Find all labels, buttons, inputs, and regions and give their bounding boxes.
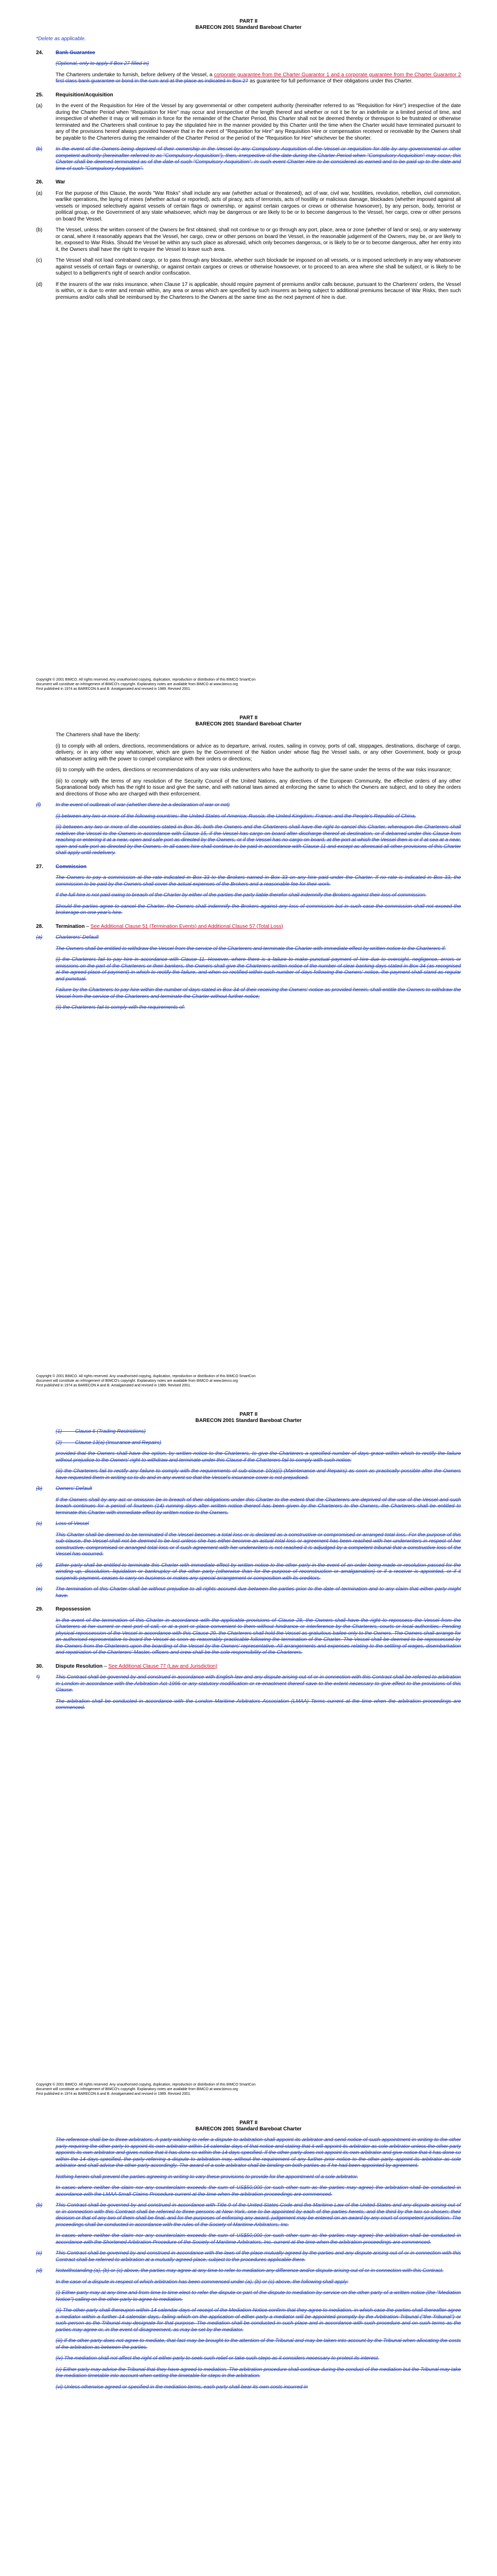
clause-26-f-i: (i) between any two or more of the following countries: the United States of America; Russia; the United Kingdom; France; and the People's Republic of China, — [56, 813, 416, 819]
clause-30-b: (b) This Contract shall be governed by and construed in accordance with Title 9 of the United States Code and the Maritime Law of the United States and any dispute arising out of or in connection with this Contract shall be referred to three persons at New York, one to be appointed by each of the parties hereto, and the third by the two so chosen; their decision or that of any two of them shall be final, and for the purposes of enforcing any award, judgement may be entered on an award by any court of competent jurisdiction. The proceedings shall be conducted in accordance with the rules of the Society of Maritime Arbitrators, Inc. — [36, 2202, 461, 2228]
clause-26-f-ii: (ii) between any two or more of the countries stated in Box 36, both the Owners and the Charterers shall have the right to cancel this Charter, whereupon the Charterers shall redeliver the Vessel to the Owners in accordance with Clause 15, if the Vessel has cargo on board after discharge thereof at destination, or if debarred under this Clause from reaching or entering it at a near, open and safe port as directed by the Owners, or if the Vessel has no cargo on board, at the port at which the Vessel then is or if at sea at a near, open and safe port as directed by the Owners. In all cases hire shall continue to be paid in accordance with Clause 11 and except as aforesaid all other provisions of this Charter shall apply until redelivery. — [56, 824, 461, 856]
clause-28-a-text: The Owners shall be entitled to withdraw the Vessel from the service of the Charterers and terminate the Charter with immediate effect by written notice to the Charterers if: — [56, 945, 446, 952]
clause-26-e-intro: The Charterers shall have the liberty: — [56, 732, 140, 738]
clause-28-a-ii-1: (1) —— Clause 6 (Trading Restrictions) — [56, 1429, 146, 1434]
clause-26-e-ii: (ii) to comply with the orders, directions or recommendations of any war risks underwriters who have the authority to give the same under the terms of the war risks insurance; — [56, 767, 452, 773]
clause-28-d: (d) Either party shall be entitled to terminate this Charter with immediate effect by written notice to the other party in the event of an order being made or resolution passed for the winding up, dissolution, liquidation or bankruptcy of the other party (otherwise than for the purpose of reconstruction or amalgamation) or if a receiver is appointed, or if it suspends payment, ceases to carry on business or makes any special arrangement or composition with its creditors. — [36, 1562, 461, 1581]
clause-30-c: (c) This Contract shall be governed by and construed in accordance with the laws of the place mutually agreed by the parties and any dispute arising out of or in connection with this Contract shall be referred to arbitration at a mutually agreed place, subject to the procedures applicable there. — [36, 2250, 461, 2263]
clause-26-f: (f) In the event of outbreak of war (whether there be a declaration of war or not) — [36, 802, 230, 808]
clause-28-b: (b) Owners' Default — [36, 1486, 92, 1492]
clause-27-p3: Should the parties agree to cancel the Charter, the Owners shall indemnify the Brokers against any loss of commission but in such case the commission shall not exceed the brokerage on one year's hire. — [56, 903, 461, 916]
clause-26-heading: 26. War — [36, 179, 65, 185]
clause-30-a-lmaa: The arbitration shall be conducted in accordance with the London Maritime Arbitrators Association (LMAA) Terms current at the time when the arbitration proceedings are commenced. — [56, 1698, 461, 1710]
clause-28-a-ii: (ii) the Charterers fail to comply with the requirements of: — [56, 1005, 185, 1010]
clause-30-a-small-claims: In cases where neither the claim nor any counterclaim exceeds the sum of US$50,000 (or such other sum as the parties may agree) the arbitration shall be conducted in accordance with the LMAA Small Claims Procedure current at the time when the arbitration proceedings are commenced. — [56, 2185, 461, 2197]
clause-28-a: (a) Charterers' Default — [36, 935, 99, 940]
clause-30-d-iii: (iii) If the other party does not agree to mediate, that fact may be brought to the attention of the Tribunal and may be taken into account by the Tribunal when allocating the costs of the arbitration as between the parties. — [56, 2338, 461, 2350]
clause-30-d-i: (i) Either party may at any time and from time to time elect to refer the dispute or part of the dispute to mediation by service on the other party of a written notice (the "Mediation Notice") calling on the other party to agree to mediation. — [56, 2290, 461, 2302]
clause-26-b: (b) The Vessel, unless the written consent of the Owners be first obtained, shall not continue to or go through any port, place, area or zone (whether of land or sea), or any waterway or canal, where it reasonably appears that the Vessel, her cargo, crew or other persons on board the Vessel, in the reasonable judgement of the Owners, may be, or are likely to be, exposed to War Risks. Should the Vessel be within any such place as aforesaid, which only becomes dangerous, or is likely to be or to become dangerous, after her entry into it, the Owners shall have the right to require the Vessel to leave such area. — [36, 227, 461, 252]
clause-30-d-intro: In the case of a dispute in respect of which arbitration has been commenced under (a), (b) or (c) above, the following shall apply: — [56, 2279, 349, 2285]
clause-28-a-iii: (iii) the Charterers fail to rectify any failure to comply with the requirements of sub-clause 10(a)(i) (Maintenance and Repairs) as soon as practically possible after the Owners have requested them in writing so to do and in any event so that the Vessel's insurance cover is not prejudiced. — [56, 1468, 461, 1481]
clause-29-text: In the event of the termination of this Charter in accordance with the applicable provisions of Clause 28, the Owners shall have the right to repossess the Vessel from the Charterers at her current or next port of call, or at a port or place convenient to them without hindrance or interference by the Charterers, courts or local authorities. Pending physical repossession of the Vessel in accordance with this Clause 29, the Charterers shall hold the Vessel as gratuitous bailee only to the Owners. The Owners shall arrange for an authorised representative to board the Vessel as soon as reasonably practicable following the termination of the Charter. The Vessel shall be deemed to be repossessed by the Owners from the Charterers upon the boarding of the Vessel by the Owners' representative. All arrangements and expenses relating to the settling of wages, disembarkation and repatriation of the Charterers' Master, officers and crew shall be the sole responsibility of the Charterers. — [56, 1617, 461, 1655]
clause-28-heading: 28. Termination – See Additional Clause 51 (Termination Events) and Additional Clause 57 (Total Loss) — [36, 923, 283, 929]
clause-26-d: (d) If the insurers of the war risks insurance, when Clause 17 is applicable, should require payment of premiums and/or calls because, pursuant to the Charterers' orders, the Vessel is within, or is due to enter and remain within, any area or areas which are specified by such insurers as being subject to additional premiums because of War Risks, then such premiums and/or calls shall be reimbursed by the Charterers to the Owners at the same time as the next payment of hire is due. — [36, 281, 461, 300]
clause-30-d-vi: (vi) Unless otherwise agreed or specified in the mediation terms, each party shall bear its own costs incurred in — [56, 2384, 308, 2390]
page-header: PART II BARECON 2001 Standard Bareboat Charter — [195, 2120, 302, 2132]
page-header: PART II BARECON 2001 Standard Bareboat Charter — [195, 715, 302, 727]
clause-28-b-text: If the Owners shall by any act or omission be in breach of their obligations under this Charter to the extent that the Charterers are deprived of the use of the Vessel and such breach continues for a period of fourteen (14) running days after written notice thereof has been given by the Charterers to the Owners, the Charterers shall be entitled to terminate this Charter with immediate effect by written notice to the Owners. — [56, 1497, 461, 1516]
page-footer: Copyright © 2001 BIMCO. All rights reserved. Any unauthorised copying, duplication, reproduction or distribution of this BIMCO SmartCon document will constitute an infringement of BIMCO's copyright. Explanatory notes are available from BIMCO at www.bimco.org First published in 1974 as BARECON A and B. Amalgamated and revised in 1989. Revised 2001. — [36, 2083, 256, 2096]
clause-24-heading: 24. Bank Guarantee — [36, 49, 95, 56]
page-3 — [0, 1393, 497, 2102]
delete-note: *Delete as applicable. — [36, 36, 86, 42]
clause-30-a-sole-arbitrator: Nothing herein shall prevent the parties agreeing in writing to vary these provisions to provide for the appointment of a sole arbitrator. — [56, 2174, 358, 2180]
clause-25-a: (a) In the event of the Requisition for Hire of the Vessel by any governmental or other competent authority (hereinafter referred to as "Requisition for Hire") irrespective of the date during the Charter Period when "Requisition for Hire" may occur and irrespective of the length thereof and whether or not it be for an indefinite or a limited period of time, and irrespective of whether it may or will remain in force for the remainder of the Charter Period, this Charter shall not be deemed thereby or thereupon to be frustrated or otherwise terminated and the Charterers shall continue to pay the stipulated hire in the manner provided by this Charter until the time when the Charter would have terminated pursuant to any of the provisions hereof always provided however that in the event of "Requisition for Hire" any Requisition Hire or compensation received or receivable by the Owners shall be payable to the Charterers during the remainder of the Charter Period or the period of the "Requisition for Hire" whichever be the shorter. — [36, 103, 461, 141]
page-2 — [0, 697, 497, 1393]
clause-30-a-reference: The reference shall be to three arbitrators. A party wishing to refer a dispute to arbitration shall appoint its arbitrator and send notice of such appointment in writing to the other party requiring the other party to appoint its own arbitrator within 14 calendar days of that notice and stating that it will appoint its arbitrator as sole arbitrator unless the other party appoints its own arbitrator and gives notice that it has done so within the 14 days specified. If the other party does not appoint its own arbitrator and give notice that it has done so within the 14 days specified, the party referring a dispute to arbitration may, without the requirement of any further prior notice to the other party, appoint its arbitrator as sole arbitrator and shall advise the other party accordingly. The award of a sole arbitrator shall be binding on both parties as if he had been appointed by agreement. — [56, 2137, 461, 2168]
clause-24-optional-note: (Optional, only to apply if Box 27 filled in) — [56, 61, 149, 66]
page-4 — [0, 2102, 497, 2576]
clause-28-a-ii-proviso: provided that the Owners shall have the option, by written notice to the Charterers, to give the Charterers a specified number of days grace within which to rectify the failure without prejudice to the Owners' right to withdraw and terminate under this Clause if the Charterers fail to comply with such notice; — [56, 1451, 461, 1463]
clause-28-c: (c) Loss of Vessel — [36, 1521, 89, 1527]
clause-30-d-v: (v) Either party may advise the Tribunal that they have agreed to mediation. The arbitration procedure shall continue during the conduct of the mediation but the Tribunal may take the mediation timetable into account when setting the timetable for steps in the arbitration. — [56, 2366, 461, 2379]
clause-28-a-i: (i) the Charterers fail to pay hire in accordance with Clause 11. However, where there is a failure to make punctual payment of hire due to oversight, negligence, errors or omissions on the part of the Charterers or their bankers, the Owners shall give the Charterers written notice of the number of clear banking days stated in Box 34 (as recognised at the agreed place of payment) in which to rectify the failure, and when so rectified within such number of days following the Owners' notice, the payment shall stand as regular and punctual. — [56, 957, 461, 982]
clause-30-d: (d) Notwithstanding (a), (b) or (c) above, the parties may agree at any time to refer to mediation any difference and/or dispute arising out of or in connection with this Contract. — [36, 2268, 444, 2274]
clause-26-c: (c) The Vessel shall not load contraband cargo, or to pass through any blockade, whether such blockade be imposed on all vessels, or is imposed selectively in any way whatsoever against vessels of certain flags or ownership, or against certain cargoes or crews or otherwise howsoever, or to proceed to an area where she shall be subject, or is likely to be subject to a belligerent's right of search and/or confiscation. — [36, 258, 461, 276]
clause-26-e-i: (i) to comply with all orders, directions, recommendations or advice as to departure, arrival, routes, sailing in convoy, ports of call, stoppages, destinations, discharge of cargo, delivery, or in any other way whatsoever, which are given by the Government of the Nation under whose flag the Vessel sails, or any other Government, body or group whatsoever acting with the power to compel compliance with their orders or directions; — [56, 743, 461, 762]
clause-27-heading: 27. Commission — [36, 863, 87, 870]
clause-25-b: (b) In the event of the Owners being deprived of their ownership in the Vessel by any Compulsory Acquisition of the Vessel or requisition for title by any governmental or other competent authority (hereinafter referred to as "Compulsory Acquisition"), then, irrespective of the date during the Charter Period when "Compulsory Acquisition" may occur, this Charter shall be deemed terminated as of the date of such "Compulsory Acquisition". In such event Charter Hire to be considered as earned and to be paid up to the date and time of such "Compulsory Acquisition". — [36, 146, 461, 172]
clause-26-e-iii: (iii) to comply with the terms of any resolution of the Security Council of the United Nations, any directives of the European Community, the effective orders of any other Supranational body which has the right to issue and give the same, and with national laws aimed at enforcing the same to which the Owners are subject, and to obey the orders and directions of those who are charged with their enforcement. — [56, 778, 461, 797]
page-header: PART II BARECON 2001 Standard Bareboat Charter — [195, 19, 302, 30]
clause-30-reference-link[interactable]: See Additional Clause 77 (Law and Jurisdiction) — [108, 1663, 218, 1669]
clause-30-d-ii: (ii) The other party shall thereupon within 14 calendar days of receipt of the Mediation Notice confirm that they agree to mediation, in which case the parties shall thereafter agree a mediator within a further 14 calendar days, failing which on the application of either party a mediator will be appointed promptly by the Arbitration Tribunal ("the Tribunal") or such person as the Tribunal may designate for that purpose. The mediation shall be conducted in such place and in accordance with such procedure and on such terms as the parties may agree or, in the event of disagreement, as may be set by the mediator. — [56, 2308, 461, 2333]
clause-30-a: *) This Contract shall be governed by and construed in accordance with English law and any dispute arising out of or in connection with this Contract shall be referred to arbitration in London in accordance with the Arbitration Act 1996 or any statutory modification or re-enactment thereof save to the extent necessary to give effect to the provisions of this Clause. — [36, 1674, 461, 1693]
clause-26-a: (a) For the purpose of this Clause, the words "War Risks" shall include any war (whether actual or threatened), act of war, civil war, hostilities, revolution, rebellion, civil commotion, warlike operations, the laying of mines (whether actual or reported), acts of piracy, acts of terrorists, acts of hostility or malicious damage, blockades (whether imposed against all vessels or imposed selectively against vessels of certain flags or ownership, or against certain cargoes or crews or otherwise howsoever), by any person, body, terrorist or political group, or the Government of any state whatsoever, which may be dangerous or are likely to be or to become dangerous to the Vessel, her cargo, crew or other persons on board the Vessel. — [36, 190, 461, 222]
clause-30-d-iv: (iv) The mediation shall not affect the right of either party to seek such relief or take such steps as it considers necessary to protect its interest. — [56, 2355, 380, 2361]
clause-27-p2: If the full hire is not paid owing to breach of the Charter by either of the parties the party liable therefor shall indemnify the Brokers against their loss of commission. — [56, 892, 426, 898]
clause-25-heading: 25. Requisition/Acquisition — [36, 92, 113, 98]
page-1 — [0, 0, 497, 697]
clause-28-reference-link[interactable]: See Additional Clause 51 (Termination Events) and Additional Clause 57 (Total Loss) — [90, 923, 283, 929]
clause-29-heading: 29. Repossession — [36, 1606, 91, 1612]
page-header: PART II BARECON 2001 Standard Bareboat Charter — [195, 1412, 302, 1423]
clause-30-heading: 30. Dispute Resolution – See Additional Clause 77 (Law and Jurisdiction) — [36, 1663, 218, 1669]
clause-27-p1: The Owners to pay a commission at the rate indicated in Box 33 to the Brokers named in Box 33 on any hire paid under the Charter. If no rate is indicated in Box 33, the commission to be paid by the Owners shall cover the actual expenses of the Brokers and a reasonable fee for their work. — [56, 875, 461, 887]
clause-28-c-text: This Charter shall be deemed to be terminated if the Vessel becomes a total loss or is declared as a constructive or compromised or arranged total loss. For the purpose of this sub-clause, the Vessel shall not be deemed to be lost unless she has either become an actual total loss or agreement has been reached with her underwriters in respect of her constructive, compromised or arranged total loss or if such agreement with her underwriters is not reached it is adjudged by a competent tribunal that a constructive loss of the Vessel has occurred. — [56, 1532, 461, 1557]
clause-28-a-ii-2: (2) —— Clause 13(a) (Insurance and Repairs) — [56, 1439, 162, 1446]
clause-28-e: (e) The termination of this Charter shall be without prejudice to all rights accrued due between the parties prior to the date of termination and to any claim that either party might have. — [36, 1586, 461, 1599]
clause-30-b-shortened: In cases where neither the claim nor any counterclaim exceeds the sum of US$50,000 (or such other sum as the parties may agree) the arbitration shall be conducted in accordance with the Shortened Arbitration Procedure of the Society of Maritime Arbitrators, Inc. current at the time when the arbitration proceedings are commenced. — [56, 2233, 461, 2245]
clause-24-text: The Charterers undertake to furnish, before delivery of the Vessel, a corporate guarantee from the Charter Guarantor 1 and a corporate guarantee from the Charter Guarantor 2 first class bank guarantee or bond in the sum and at the place as indicated in Box 27 as guarantee for full performance of their obligations under this Charter. — [56, 72, 461, 84]
clause-28-a-failure: Failure by the Charterers to pay hire within the number of days stated in Box 34 of their receiving the Owners' notice as provided herein, shall entitle the Owners to withdraw the Vessel from the service of the Charterers and terminate the Charter without further notice; — [56, 987, 461, 999]
page-footer: Copyright © 2001 BIMCO. All rights reserved. Any unauthorised copying, duplication, reproduction or distribution of this BIMCO SmartCon document will constitute an infringement of BIMCO's copyright. Explanatory notes are available from BIMCO at www.bimco.org First published in 1974 as BARECON A and B. Amalgamated and revised in 1989. Revised 2001. — [36, 1375, 256, 1387]
page-footer: Copyright © 2001 BIMCO. All rights reserved. Any unauthorised copying, duplication, reproduction or distribution of this BIMCO SmartCon document will constitute an infringement of BIMCO's copyright. Explanatory notes are available from BIMCO at www.bimco.org First published in 1974 as BARECON A and B. Amalgamated and revised in 1989. Revised 2001. — [36, 678, 256, 691]
